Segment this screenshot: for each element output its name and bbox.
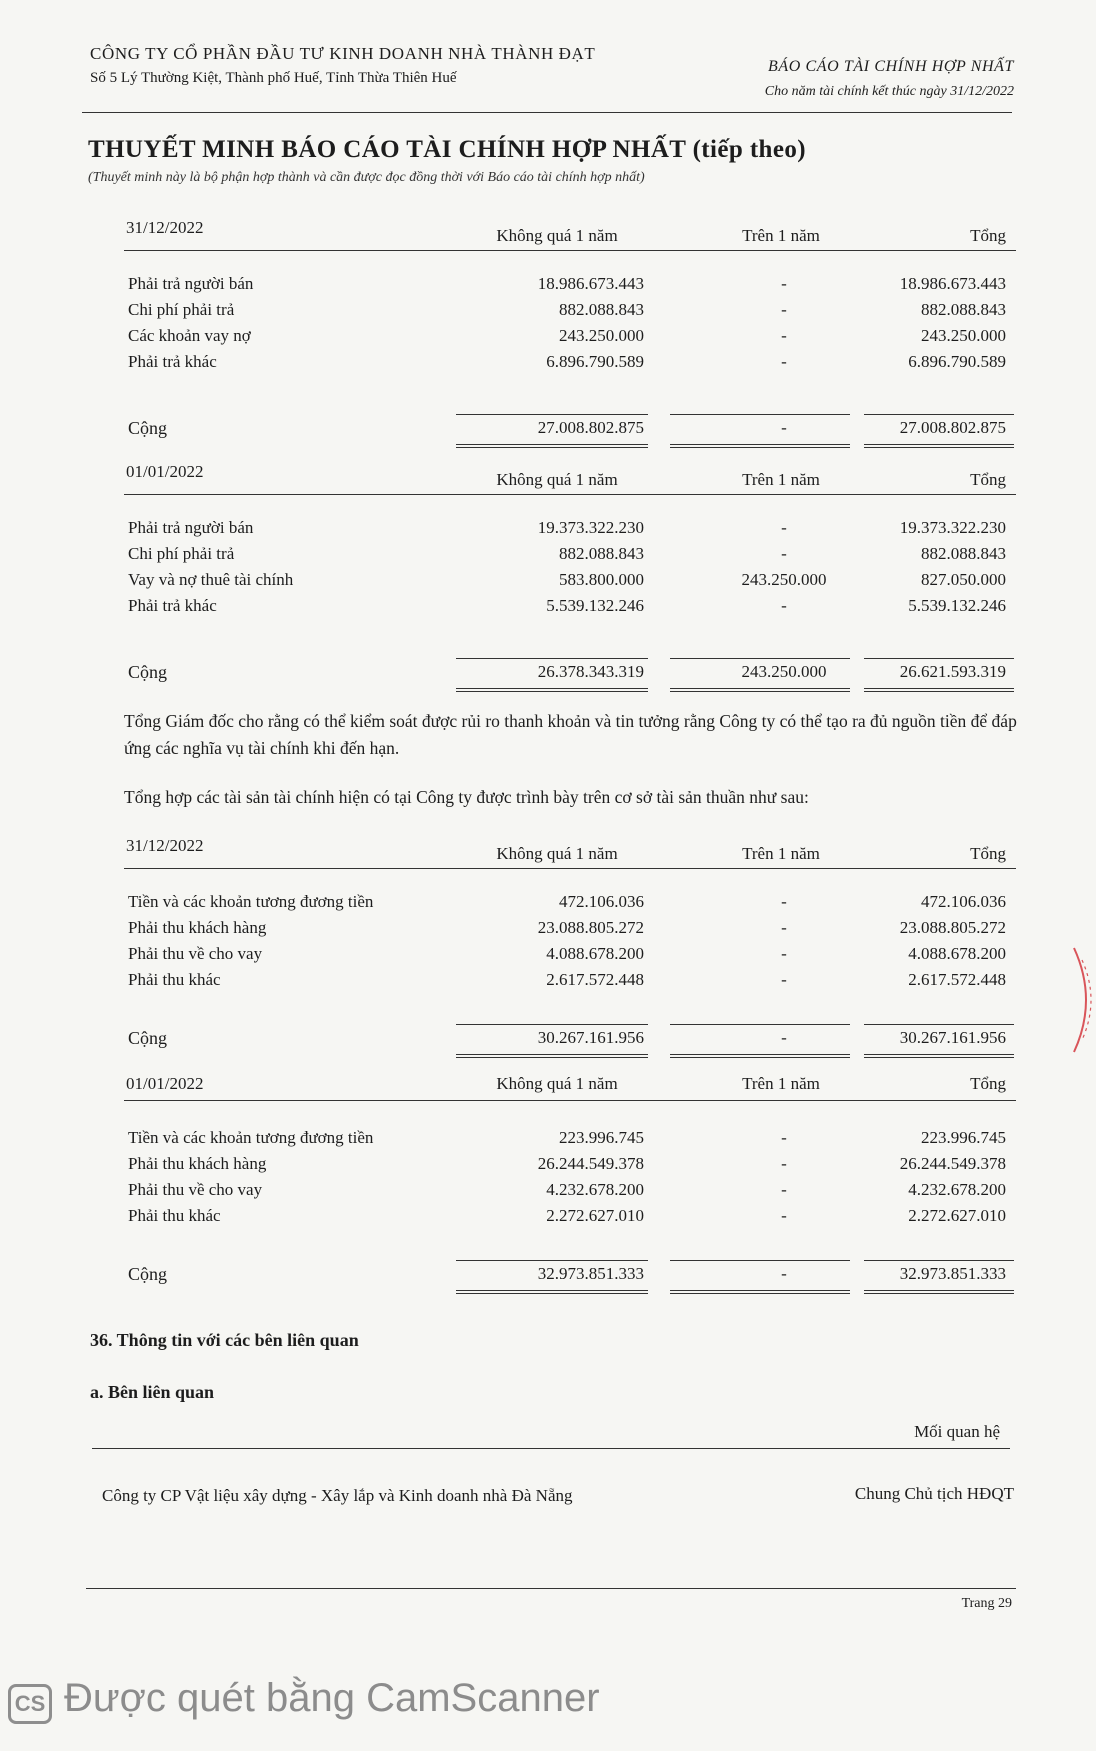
total-label: Cộng <box>128 1264 168 1284</box>
cell-total: 243.250.000 <box>921 326 1006 345</box>
related-party-divider <box>92 1448 1010 1449</box>
table-row <box>124 1206 1016 1230</box>
cell-short-term: 583.800.000 <box>559 570 644 589</box>
cell-short-term: 23.088.805.272 <box>537 918 644 937</box>
table-total-row <box>124 1028 1016 1052</box>
total-double-line <box>864 1054 1014 1058</box>
col-header-short-term: Không quá 1 năm <box>496 844 618 863</box>
cell-total: 223.996.745 <box>921 1128 1006 1147</box>
table-row <box>124 944 1016 968</box>
row-label: Các khoản vay nợ <box>128 326 251 345</box>
table-row <box>124 518 1016 542</box>
total-long-term: 243.250.000 <box>741 662 827 681</box>
table-row <box>124 1180 1016 1204</box>
company-name: CÔNG TY CỔ PHẦN ĐẦU TƯ KINH DOANH NHÀ THÀNH ĐẠT <box>90 44 596 63</box>
col-header-total: Tổng <box>970 470 1006 489</box>
table-row <box>124 326 1016 350</box>
total-double-line <box>864 688 1014 692</box>
row-label: Phải thu khách hàng <box>128 1154 267 1173</box>
total-double-line <box>864 1290 1014 1294</box>
row-label: Chi phí phải trả <box>128 300 235 319</box>
table-date: 31/12/2022 <box>126 218 204 237</box>
cell-long-term: - <box>781 544 787 563</box>
table-date: 31/12/2022 <box>126 836 204 855</box>
cell-total: 827.050.000 <box>921 570 1006 589</box>
cell-long-term: - <box>781 892 787 911</box>
total-long-term: - <box>781 418 787 437</box>
row-label: Phải thu về cho vay <box>128 944 263 963</box>
table-total-row <box>124 662 1016 686</box>
cell-short-term: 5.539.132.246 <box>546 596 644 615</box>
cell-short-term: 19.373.322.230 <box>537 518 644 537</box>
table-total-row <box>124 418 1016 442</box>
cell-total: 882.088.843 <box>921 544 1006 563</box>
footer-divider <box>86 1588 1016 1589</box>
col-header-long-term: Trên 1 năm <box>742 1074 820 1093</box>
cell-short-term: 882.088.843 <box>559 544 644 563</box>
cell-long-term: - <box>781 1128 787 1147</box>
table-row <box>124 300 1016 324</box>
table-header-line <box>124 250 1016 251</box>
cell-long-term: - <box>781 518 787 537</box>
section-a-heading: a. Bên liên quan <box>90 1382 215 1402</box>
total-long-term: - <box>781 1028 787 1047</box>
total-total: 32.973.851.333 <box>899 1264 1006 1283</box>
total-total: 26.621.593.319 <box>899 662 1006 681</box>
cell-long-term: - <box>781 1206 787 1225</box>
header-divider <box>82 112 1012 113</box>
related-party-name: Công ty CP Vật liệu xây dựng - Xây lắp và Kinh doanh nhà Đà Nẵng <box>102 1486 573 1505</box>
relationship-column-header: Mối quan hệ <box>914 1422 1000 1441</box>
total-total: 27.008.802.875 <box>899 418 1006 437</box>
col-header-long-term: Trên 1 năm <box>742 470 820 489</box>
row-label: Phải trả khác <box>128 352 217 371</box>
table-header-line <box>124 868 1016 869</box>
total-label: Cộng <box>128 418 168 438</box>
total-double-line <box>456 444 648 448</box>
total-total: 30.267.161.956 <box>899 1028 1006 1047</box>
cell-long-term: - <box>781 274 787 293</box>
col-header-short-term: Không quá 1 năm <box>496 1074 618 1093</box>
cell-short-term: 882.088.843 <box>559 300 644 319</box>
cell-short-term: 4.232.678.200 <box>546 1180 644 1199</box>
cell-long-term: - <box>781 300 787 319</box>
table-row <box>124 596 1016 620</box>
cell-long-term: 243.250.000 <box>741 570 827 589</box>
total-top-line <box>456 414 648 415</box>
cell-total: 19.373.322.230 <box>899 518 1006 537</box>
table-header-line <box>124 494 1016 495</box>
row-label: Phải trả khác <box>128 596 217 615</box>
cell-long-term: - <box>781 352 787 371</box>
total-double-line <box>456 1054 648 1058</box>
table-date: 01/01/2022 <box>126 1074 204 1093</box>
cell-total: 472.106.036 <box>921 892 1006 911</box>
total-label: Cộng <box>128 1028 168 1048</box>
total-double-line <box>670 688 850 692</box>
cell-total: 2.617.572.448 <box>908 970 1006 989</box>
total-double-line <box>864 444 1014 448</box>
row-label: Phải thu khách hàng <box>128 918 267 937</box>
total-top-line <box>670 658 850 659</box>
section-36-heading: 36. Thông tin với các bên liên quan <box>90 1330 359 1350</box>
cell-total: 5.539.132.246 <box>908 596 1006 615</box>
col-header-total: Tổng <box>970 1074 1006 1093</box>
col-header-long-term: Trên 1 năm <box>742 844 820 863</box>
table-row <box>124 570 1016 594</box>
total-top-line <box>864 1024 1014 1025</box>
table-header-line <box>124 1100 1016 1101</box>
row-label: Phải thu khác <box>128 970 221 989</box>
col-header-short-term: Không quá 1 năm <box>496 226 618 245</box>
cell-long-term: - <box>781 326 787 345</box>
table-row <box>124 892 1016 916</box>
total-double-line <box>670 444 850 448</box>
total-short-term: 26.378.343.319 <box>537 662 644 681</box>
total-top-line <box>456 1260 648 1261</box>
table-row <box>124 1154 1016 1178</box>
total-top-line <box>670 414 850 415</box>
row-label: Phải trả người bán <box>128 274 254 293</box>
company-address: Số 5 Lý Thường Kiệt, Thành phố Huế, Tỉnh Thừa Thiên Huế <box>90 70 457 86</box>
cell-short-term: 472.106.036 <box>559 892 644 911</box>
total-top-line <box>456 1024 648 1025</box>
total-label: Cộng <box>128 662 168 682</box>
total-top-line <box>456 658 648 659</box>
row-label: Tiền và các khoản tương đương tiền <box>128 892 374 911</box>
liquidity-paragraph: Tổng Giám đốc cho rằng có thể kiểm soát được rủi ro thanh khoản và tin tưởng rằng Công ty có thể tạo ra đủ nguồn tiền để đáp ứng các nghĩa vụ tài chính khi đến hạn. <box>124 711 1017 758</box>
red-stamp-fragment <box>1064 940 1096 1060</box>
total-double-line <box>670 1054 850 1058</box>
cell-total: 23.088.805.272 <box>899 918 1006 937</box>
table-row <box>124 918 1016 942</box>
col-header-short-term: Không quá 1 năm <box>496 470 618 489</box>
total-long-term: - <box>781 1264 787 1283</box>
cell-long-term: - <box>781 1154 787 1173</box>
cell-long-term: - <box>781 970 787 989</box>
cell-long-term: - <box>781 1180 787 1199</box>
total-short-term: 32.973.851.333 <box>537 1264 644 1283</box>
table-row <box>124 1128 1016 1152</box>
cell-total: 18.986.673.443 <box>899 274 1006 293</box>
cell-short-term: 223.996.745 <box>559 1128 644 1147</box>
total-top-line <box>864 414 1014 415</box>
assets-intro-paragraph: Tổng hợp các tài sản tài chính hiện có tại Công ty được trình bày trên cơ sở tài sản thuần như sau: <box>124 787 809 807</box>
cell-short-term: 4.088.678.200 <box>546 944 644 963</box>
cell-short-term: 243.250.000 <box>559 326 644 345</box>
camscanner-logo-icon: CS <box>8 1684 52 1724</box>
cell-short-term: 26.244.549.378 <box>537 1154 644 1173</box>
total-top-line <box>864 658 1014 659</box>
table-total-row <box>124 1264 1016 1288</box>
camscanner-watermark: Được quét bằng CamScanner <box>64 1676 600 1720</box>
report-period: Cho năm tài chính kết thúc ngày 31/12/2022 <box>764 84 1014 99</box>
related-party-relationship: Chung Chủ tịch HĐQT <box>854 1484 1014 1503</box>
row-label: Chi phí phải trả <box>128 544 235 563</box>
cell-short-term: 2.617.572.448 <box>546 970 644 989</box>
total-top-line <box>864 1260 1014 1261</box>
page-title: THUYẾT MINH BÁO CÁO TÀI CHÍNH HỢP NHẤT (tiếp theo) <box>88 136 806 163</box>
cell-total: 4.088.678.200 <box>908 944 1006 963</box>
total-double-line <box>670 1290 850 1294</box>
total-double-line <box>456 688 648 692</box>
row-label: Vay và nợ thuê tài chính <box>128 570 294 589</box>
total-top-line <box>670 1024 850 1025</box>
total-double-line <box>456 1290 648 1294</box>
cell-total: 6.896.790.589 <box>908 352 1006 371</box>
row-label: Tiền và các khoản tương đương tiền <box>128 1128 374 1147</box>
cell-total: 4.232.678.200 <box>908 1180 1006 1199</box>
table-row <box>124 352 1016 376</box>
cell-long-term: - <box>781 944 787 963</box>
table-row <box>124 970 1016 994</box>
cell-long-term: - <box>781 596 787 615</box>
table-date: 01/01/2022 <box>126 462 204 481</box>
cell-short-term: 18.986.673.443 <box>537 274 644 293</box>
cell-long-term: - <box>781 918 787 937</box>
cell-total: 882.088.843 <box>921 300 1006 319</box>
page-subtitle: (Thuyết minh này là bộ phận hợp thành và cần được đọc đồng thời với Báo cáo tài chính hợp nhất) <box>88 170 645 185</box>
report-title: BÁO CÁO TÀI CHÍNH HỢP NHẤT <box>768 58 1014 75</box>
total-short-term: 27.008.802.875 <box>537 418 644 437</box>
report-header <box>765 58 1014 100</box>
row-label: Phải thu khác <box>128 1206 221 1225</box>
col-header-total: Tổng <box>970 226 1006 245</box>
row-label: Phải trả người bán <box>128 518 254 537</box>
row-label: Phải thu về cho vay <box>128 1180 263 1199</box>
table-row <box>124 274 1016 298</box>
col-header-long-term: Trên 1 năm <box>742 226 820 245</box>
cell-total: 26.244.549.378 <box>899 1154 1006 1173</box>
cell-short-term: 2.272.627.010 <box>546 1206 644 1225</box>
cell-short-term: 6.896.790.589 <box>546 352 644 371</box>
table-row <box>124 544 1016 568</box>
total-top-line <box>670 1260 850 1261</box>
total-short-term: 30.267.161.956 <box>537 1028 644 1047</box>
company-header <box>90 44 595 87</box>
col-header-total: Tổng <box>970 844 1006 863</box>
cell-total: 2.272.627.010 <box>908 1206 1006 1225</box>
page-number: Trang 29 <box>961 1596 1012 1611</box>
